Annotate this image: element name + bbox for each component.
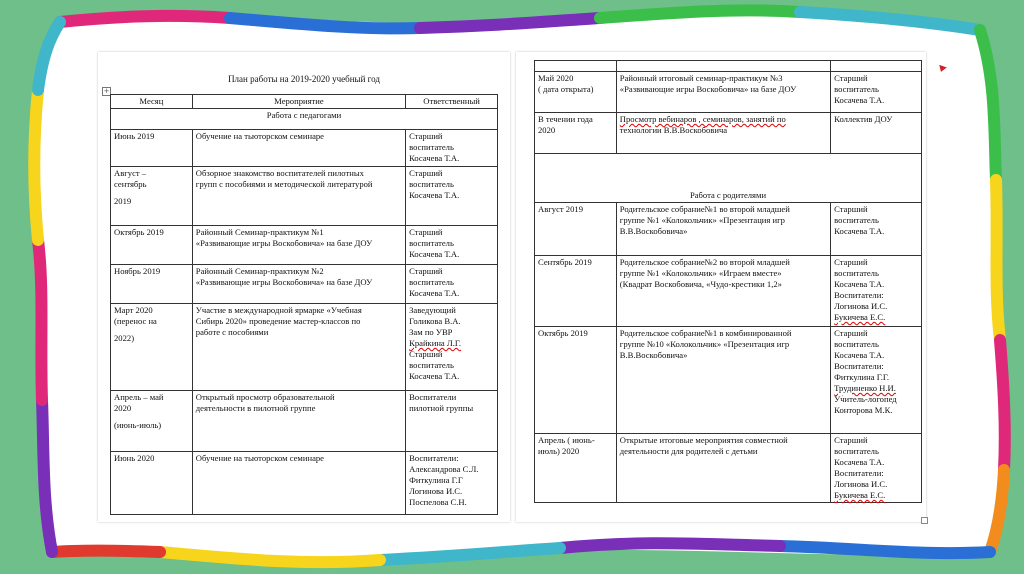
cell-month	[535, 256, 617, 327]
cell-line: Трудиненко Н.И.	[834, 383, 896, 393]
cell-line: Старший	[409, 349, 443, 359]
document-page-right	[516, 52, 926, 522]
cell-line: Август –	[114, 168, 147, 178]
header-event: Мероприятие	[192, 95, 405, 109]
cell-month	[535, 72, 617, 113]
cell-event	[616, 327, 830, 434]
cell-line: (Квадрат Воскобовича, «Чудо-крестики 1,2»	[619, 279, 782, 289]
cell-line: 2020	[538, 125, 556, 135]
cell-month	[111, 265, 193, 304]
cell-event	[192, 391, 405, 452]
cell-month	[111, 226, 193, 265]
cell-line: воспитатель	[834, 446, 879, 456]
cell-line: Заведующий	[409, 305, 456, 315]
cell-event	[616, 113, 830, 154]
cell-line: Старший	[409, 168, 443, 178]
cell-line: Воспитатели	[409, 392, 457, 402]
table-move-handle-icon[interactable]: +	[103, 87, 110, 95]
table-row	[535, 203, 922, 256]
table-header-row	[111, 95, 498, 109]
cell-line: деятельности для родителей с детьми	[619, 446, 758, 456]
cell-line: работе с пособиями	[195, 327, 269, 337]
cell-line: Логинова И.С.	[409, 486, 463, 496]
cell-line: Поспелова С.Н.	[409, 497, 467, 507]
table-row	[111, 452, 498, 515]
cell-line: Август 2019	[538, 204, 583, 214]
cell-line: воспитатель	[834, 215, 879, 225]
cell-line: Александрова С.Л.	[409, 464, 479, 474]
cell-month	[535, 113, 617, 154]
cell-line: Старший	[409, 266, 443, 276]
cell-line: Косачева Т.А.	[834, 95, 885, 105]
cell-line: Коллектив ДОУ	[834, 114, 893, 124]
cell-line: Косачева Т.А.	[834, 457, 885, 467]
cell-line: деятельности в пилотной группе	[195, 403, 316, 413]
cell-line: Старший	[834, 257, 868, 267]
cell-line: воспитатель	[409, 179, 454, 189]
cell-line: Апрель – май	[114, 392, 164, 402]
cell-line: В.В.Воскобовича»	[619, 350, 688, 360]
cell-line: Косачева Т.А.	[834, 350, 885, 360]
cell-line: Косачева Т.А.	[409, 153, 460, 163]
cell-line: «Развивающие игры Воскобовича» на базе ДОУ	[195, 238, 373, 248]
cell-resp	[406, 167, 498, 226]
cell-event	[616, 434, 830, 503]
cell-resp	[831, 256, 922, 327]
cell-line: Обучение на тьюторском семинаре	[195, 131, 324, 141]
cell-line: Июнь 2019	[114, 131, 155, 141]
cell-line: сентябрь	[114, 179, 147, 189]
section-row-parents	[535, 154, 922, 203]
cell-line: «Развивающие игры Воскобовича» на базе ДОУ	[619, 84, 797, 94]
cell-line: Родительское собрание№2 во второй младшей	[619, 257, 790, 267]
table-row	[535, 327, 922, 434]
cell-line: Воспитатели:	[834, 361, 884, 371]
cell-line: Косачева Т.А.	[409, 249, 460, 259]
cell-line: Июнь 2020	[114, 453, 155, 463]
cell-line: Косачева Т.А.	[409, 288, 460, 298]
cell-line: Районный итоговый семинар-практикум №3	[619, 73, 783, 83]
cell-line: Букичева Е.С.	[834, 490, 886, 500]
cell-line: «Развивающие игры Воскобовича» на базе ДОУ	[195, 277, 373, 287]
cell-event	[192, 452, 405, 515]
cell-line: воспитатель	[409, 277, 454, 287]
cell-line: Воспитатели:	[409, 453, 459, 463]
cell-line: Открытый просмотр образовательной	[195, 392, 335, 402]
cell-line: Косачева Т.А.	[834, 226, 885, 236]
cell-line: Обучение на тьюторском семинаре	[195, 453, 324, 463]
cell-line: июль) 2020	[538, 446, 580, 456]
cell-event	[192, 130, 405, 167]
table-row	[535, 72, 922, 113]
cell-line: Логинова И.С.	[834, 301, 888, 311]
cell-line: Родительское собрание№1 в комбинированной	[619, 328, 792, 338]
cell-event	[192, 304, 405, 391]
cell-line: Апрель ( июнь-	[538, 435, 595, 445]
table-row	[111, 391, 498, 452]
header-month: Месяц	[111, 95, 193, 109]
cell-line: Косачева Т.А.	[834, 279, 885, 289]
cell-line: Март 2020	[114, 305, 153, 315]
cell-line: В течении года	[538, 114, 593, 124]
cell-line: воспитатель	[834, 339, 879, 349]
table-resize-handle[interactable]	[921, 517, 928, 524]
cell-event	[616, 203, 830, 256]
cell-line: Сибирь 2020» проведение мастер-классов по	[195, 316, 361, 326]
cell-line: Старший	[834, 435, 868, 445]
cell-line: Открытые итоговые мероприятия совместной	[619, 435, 788, 445]
cell-line: Воспитатели:	[834, 290, 884, 300]
cell-resp	[406, 304, 498, 391]
cell-resp	[406, 265, 498, 304]
cell-line: Голикова В.А.	[409, 316, 461, 326]
table-row	[535, 113, 922, 154]
plan-table-right	[534, 60, 922, 503]
cell-line: (перенос на	[114, 316, 157, 326]
section-teachers-label: Работа с педагогами	[111, 109, 498, 130]
plan-table-left	[110, 94, 498, 515]
cell-line: Ноябрь 2019	[114, 266, 161, 276]
cell-line: Старший	[409, 131, 443, 141]
document-title: План работы на 2019-2020 учебный год	[228, 74, 380, 84]
cell-month	[111, 167, 193, 226]
cell-line: Май 2020	[538, 73, 574, 83]
cell-resp	[831, 203, 922, 256]
cell-line: Косачева Т.А.	[409, 190, 460, 200]
cell-month	[111, 130, 193, 167]
table-row	[535, 434, 922, 503]
table-row	[535, 256, 922, 327]
cell-event	[192, 226, 405, 265]
cell-resp	[406, 130, 498, 167]
section-parents-label: Работа с родителями	[535, 154, 922, 203]
cell-event	[192, 265, 405, 304]
cell-resp	[406, 226, 498, 265]
cell-line: группе №1 «Колокольчик» «Играем вместе»	[619, 268, 782, 278]
cell-resp	[406, 391, 498, 452]
cell-line: Логинова И.С.	[834, 479, 888, 489]
cell-line: Крайкина Л.Г.	[409, 338, 462, 348]
cell-line: Старший	[834, 328, 868, 338]
cell-line: (июнь-июль)	[114, 420, 162, 430]
cell-line: 2019	[114, 196, 132, 206]
cell-resp	[406, 452, 498, 515]
cell-line: Конторова М.К.	[834, 405, 893, 415]
cell-month	[535, 434, 617, 503]
table-row	[111, 265, 498, 304]
cell-line: Букичева Е.С.	[834, 312, 886, 322]
cell-resp	[831, 72, 922, 113]
cell-line: Обзорное знакомство воспитателей пилотных	[195, 168, 364, 178]
cell-line: ( дата открыта)	[538, 84, 594, 94]
table-row	[111, 304, 498, 391]
cell-line: воспитатель	[409, 238, 454, 248]
cell-month	[535, 203, 617, 256]
table-empty-row	[535, 61, 922, 72]
cell-line: воспитатель	[409, 142, 454, 152]
cell-line: воспитатель	[834, 268, 879, 278]
cell-line: Фиткулина Г.Г	[409, 475, 463, 485]
cell-line: 2022)	[114, 333, 135, 343]
cell-month	[111, 391, 193, 452]
cell-line: Родительское собрание№1 во второй младшей	[619, 204, 790, 214]
cell-line: Участие в международной ярмарке «Учебная	[195, 305, 362, 315]
cell-line: Воспитатели:	[834, 468, 884, 478]
cell-month	[111, 304, 193, 391]
cell-line: Октябрь 2019	[538, 328, 588, 338]
cell-line: группе №10 «Колокольчик» «Презентация игр	[619, 339, 790, 349]
cell-line: Старший	[834, 73, 868, 83]
cell-month	[535, 327, 617, 434]
cell-resp	[831, 327, 922, 434]
cell-line: пилотной группы	[409, 403, 474, 413]
cell-line: Косачева Т.А.	[409, 371, 460, 381]
document-page-left	[98, 52, 510, 522]
cell-resp	[831, 113, 922, 154]
cell-line: технологии В.В.Воскобовича	[619, 125, 728, 135]
cell-line: Просмотр вебинаров , семинаров, занятий по	[619, 114, 786, 124]
cell-line: воспитатель	[834, 84, 879, 94]
section-row-teachers	[111, 109, 498, 130]
table-row	[111, 226, 498, 265]
cell-event	[616, 256, 830, 327]
cell-event	[616, 72, 830, 113]
cell-line: Сентябрь 2019	[538, 257, 592, 267]
cell-line: Старший	[834, 204, 868, 214]
cell-resp	[831, 434, 922, 503]
cell-line: Районный Семинар-практикум №2	[195, 266, 324, 276]
cell-line: 2020	[114, 403, 132, 413]
table-row	[111, 167, 498, 226]
cell-line: воспитатель	[409, 360, 454, 370]
cell-month	[111, 452, 193, 515]
table-row	[111, 130, 498, 167]
cell-line: Зам по УВР	[409, 327, 453, 337]
cell-line: В.В.Воскобовича»	[619, 226, 688, 236]
cell-event	[192, 167, 405, 226]
cell-line: Фиткулина Г.Г.	[834, 372, 889, 382]
cell-line: Районный Семинар-практикум №1	[195, 227, 324, 237]
header-responsible: Ответственный	[406, 95, 498, 109]
cell-line: Учитель-логопед	[834, 394, 897, 404]
cell-line: Октябрь 2019	[114, 227, 164, 237]
cell-line: Старший	[409, 227, 443, 237]
cell-line: группе №1 «Колокольчик» «Презентация игр	[619, 215, 785, 225]
cell-line: групп с пособиями и методической литературой	[195, 179, 373, 189]
